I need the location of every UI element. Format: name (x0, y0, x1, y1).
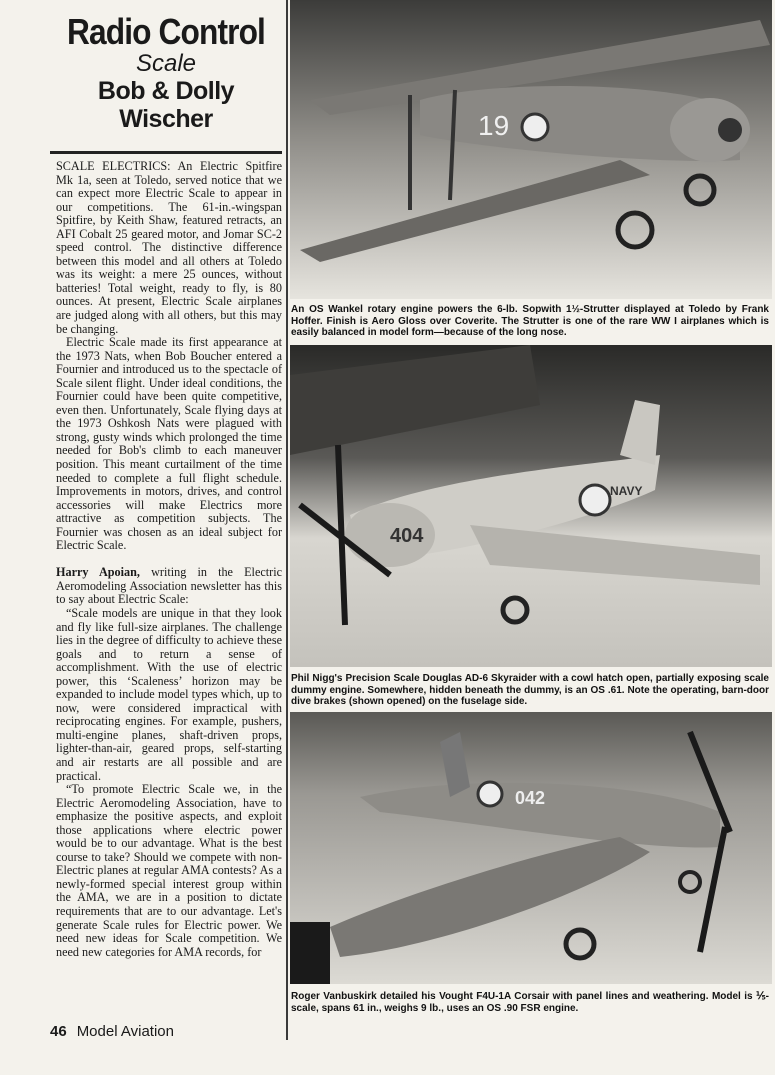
header-rule (50, 151, 282, 154)
column-subtitle: Scale (135, 50, 197, 77)
quote-paragraph: “To promote Electric Scale we, in the Electric Aeromodeling Association, have to emphasize the positive aspects, and exploit those applications where electric power would be to our advantage. What is the best course to take? Should we compete with non-Electric planes at regular AMA contests? As a newly-formed special interest group within the AMA, we are in a position to dictate requirements that are to our advantage. Let's generate Scale rules for Electric power. We need new ideas for Scale competition. We need new categories for AMA records, for (56, 782, 282, 959)
photo-caption: An OS Wankel rotary engine powers the 6-lb. Sopwith 1½-Strutter displayed at Toledo by Frank Hoffer. Finish is Aero Gloss over Coverite. The Strutter is one of the rare WW I airplanes which is easily balanced in model form—because of the long nose. (291, 304, 769, 338)
photo-caption: Roger Vanbuskirk detailed his Vought F4U-1A Corsair with panel lines and weathering. Model is ⅕-scale, spans 61 in., weighs 9 lb., uses an OS .90 FSR engine. (291, 991, 769, 1014)
aircraft-marking-navy: NAVY (610, 484, 643, 498)
lead-text: writing in the Electric Aeromodeling Association newsletter has this to say about Electric Scale: (56, 565, 283, 607)
paragraph (56, 566, 282, 607)
column-divider (286, 0, 288, 1040)
photo-skyraider (290, 345, 772, 667)
aircraft-marking: 19 (478, 110, 510, 141)
lead-name: Harry Apoian, (56, 565, 140, 580)
photo-sopwith-strutter (290, 0, 772, 299)
article-header (50, 11, 282, 133)
quote-paragraph: “Scale models are unique in that they look and fly like full-size airplanes. The challenge lies in the degree of difficulty to achieve these goals and to return a sense of accomplishment. With the use of electric power, this ‘Scaleness’ horizon may be expanded to include model types which, up to now, were considered impractical with reciprocating engines. For example, pushers, multi-engine planes, shaft-driven props, lighter-than-air, geared props, self-starting and air restarts are all possible and are practical. (56, 606, 282, 783)
page-number: 46 (50, 1023, 67, 1040)
article-body (56, 160, 282, 959)
author-line-1: Bob & Dolly (97, 77, 235, 105)
photo-corsair (290, 712, 772, 984)
author-line-2: Wischer (119, 105, 213, 133)
aircraft-marking: 042 (515, 788, 546, 808)
aircraft-marking: 404 (390, 525, 424, 547)
page-footer (50, 1023, 174, 1040)
column-title: Radio Control (67, 11, 265, 52)
paragraph: Electric Scale made its first appearance at the 1973 Nats, when Bob Boucher entered a Fournier and introduced us to the spectacle of Scale silent flight. Under ideal conditions, the Fournier could have been quite competitive, even then. Unfortunately, Scale flying days at the 1973 Oshkosh Nats were plagued with strong, gusty winds which prolonged the time needed for Bob's climb to each maneuver position. This meant curtailment of the time needed to complete a full flight schedule. Improvements in motors, drives, and control accessories will make Electrics more attractive as competition subjects. The Fournier was chosen as an ideal subject for Electric Scale. (56, 335, 282, 553)
photo-caption: Phil Nigg's Precision Scale Douglas AD-6 Skyraider with a cowl hatch open, partially exposing scale dummy engine. Somewhere, hidden beneath the dummy, is an OS .61. Note the operating, barn-door dive brakes (shown opened) on the fuselage side. (291, 673, 769, 707)
paragraph: SCALE ELECTRICS: An Electric Spitfire Mk 1a, seen at Toledo, served notice that we can expect more Electric Scale to appear in our competitions. The 61-in.-wingspan Spitfire, by Keith Shaw, featured retracts, an AFI Cobalt 25 geared motor, and Jomar SC-2 speed control. The distinctive difference between this model and all others at Toledo was its weight: a mere 25 ounces, without batteries! Total weight, ready to fly, is 80 ounces. At present, Electric Scale airplanes are judged along with all others, but this may be changing. (56, 159, 282, 336)
magazine-name: Model Aviation (76, 1023, 174, 1040)
